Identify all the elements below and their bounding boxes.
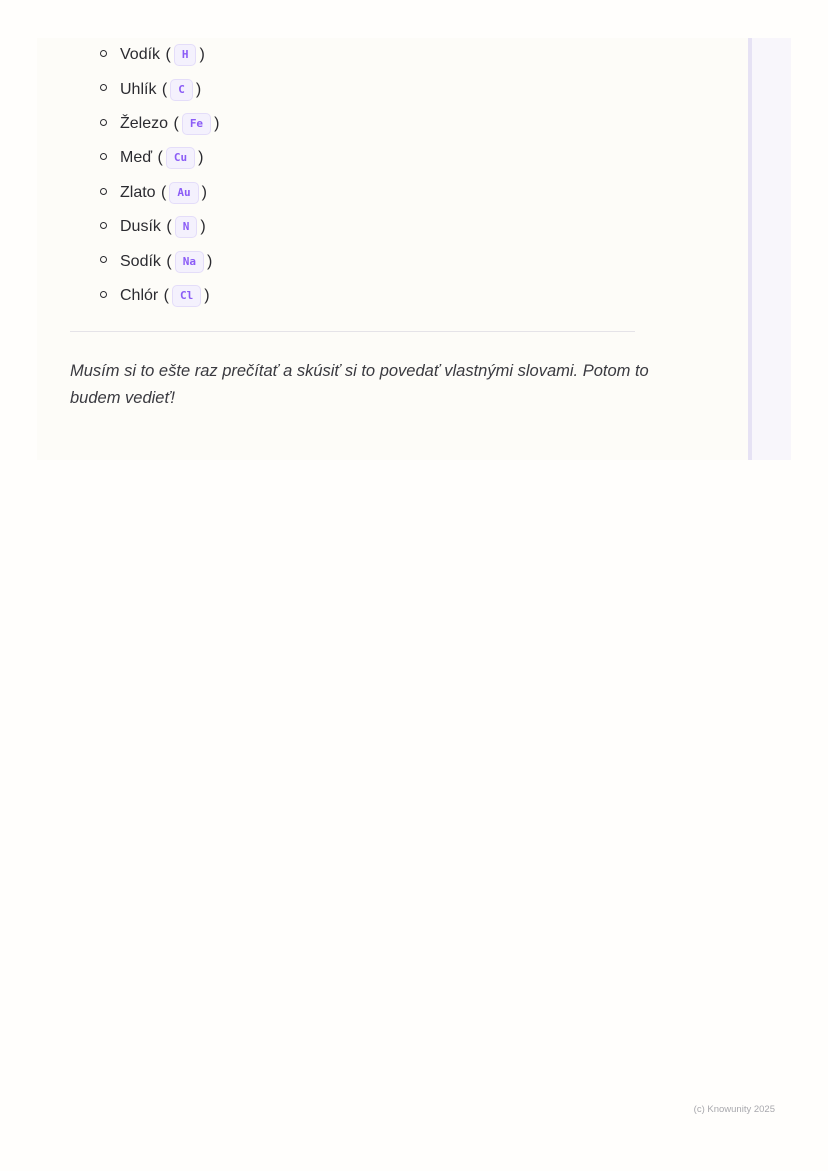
bullet-icon bbox=[100, 291, 107, 298]
list-item: Železo ( Fe ) bbox=[100, 107, 220, 141]
list-item: Vodík ( H ) bbox=[100, 38, 220, 72]
element-symbol: Cl bbox=[172, 285, 201, 307]
list-item: Zlato ( Au ) bbox=[100, 176, 220, 210]
footer-copyright: (c) Knowunity 2025 bbox=[693, 1104, 775, 1115]
element-symbol: Na bbox=[175, 251, 204, 273]
element-symbol: Fe bbox=[182, 113, 211, 135]
note-text: Musím si to ešte raz prečítať a skúsiť si to povedať vlastnými slovami. Potom to budem vedieť! bbox=[70, 362, 649, 407]
element-name: Zlato bbox=[120, 183, 156, 201]
element-symbol: Au bbox=[169, 182, 198, 204]
divider bbox=[70, 331, 635, 332]
bullet-icon bbox=[100, 256, 107, 263]
list-item: Sodík ( Na ) bbox=[100, 244, 220, 278]
bullet-icon bbox=[100, 119, 107, 126]
element-symbol: N bbox=[175, 216, 198, 238]
list-item: Uhlík ( C ) bbox=[100, 72, 220, 106]
bullet-icon bbox=[100, 84, 107, 91]
list-item: Meď ( Cu ) bbox=[100, 141, 220, 175]
element-name: Sodík bbox=[120, 252, 161, 270]
element-symbol: Cu bbox=[166, 147, 195, 169]
element-name: Meď bbox=[120, 149, 153, 167]
list-item: Chlór ( Cl ) bbox=[100, 279, 220, 313]
side-panel bbox=[748, 38, 791, 460]
list-item: Dusík ( N ) bbox=[100, 210, 220, 244]
element-name: Uhlík bbox=[120, 80, 157, 98]
element-symbol: C bbox=[170, 79, 193, 101]
bullet-icon bbox=[100, 153, 107, 160]
element-name: Dusík bbox=[120, 218, 161, 236]
element-name: Železo bbox=[120, 114, 169, 132]
element-list bbox=[100, 38, 220, 313]
element-name: Vodík bbox=[120, 46, 161, 64]
element-symbol: H bbox=[174, 44, 197, 66]
bullet-icon bbox=[100, 50, 107, 57]
bullet-icon bbox=[100, 222, 107, 229]
element-name: Chlór bbox=[120, 286, 159, 304]
bullet-icon bbox=[100, 188, 107, 195]
